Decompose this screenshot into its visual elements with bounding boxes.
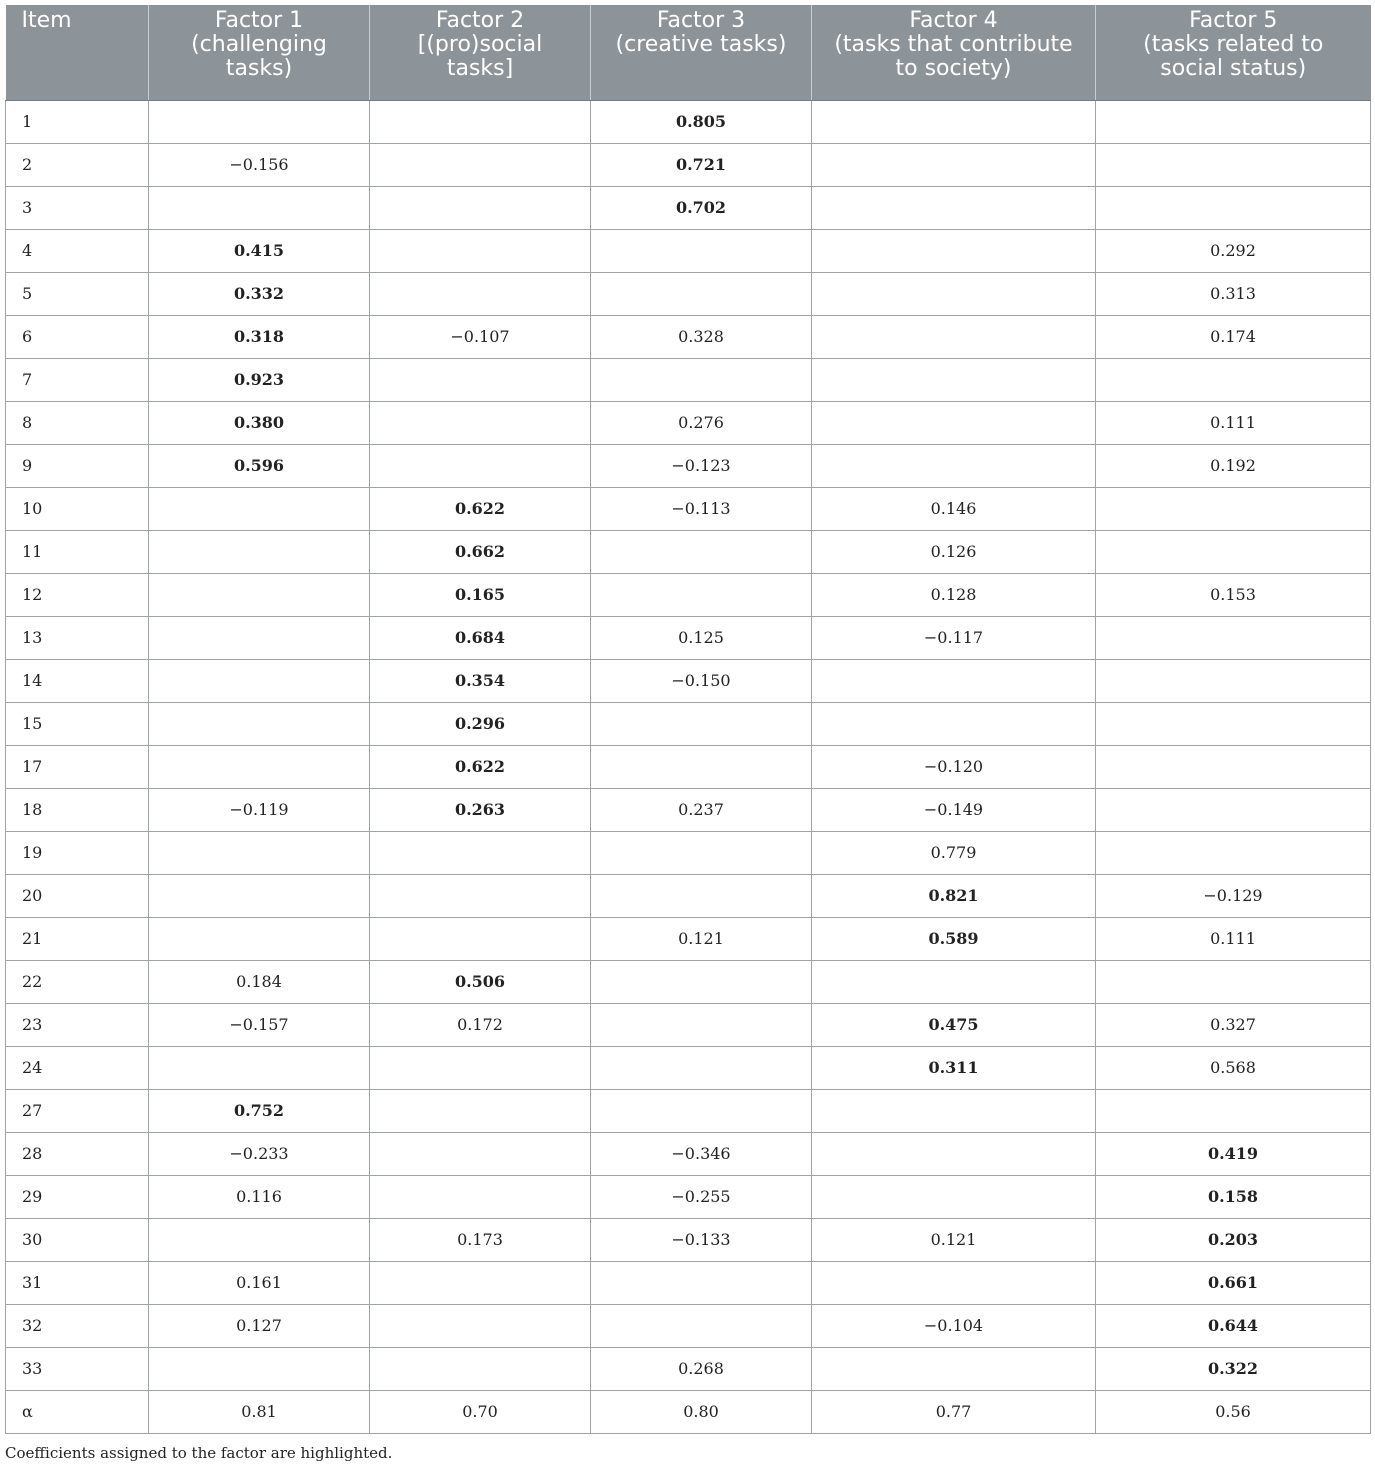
factor-3-cell: 0.268 — [591, 1347, 812, 1390]
factor-5-cell — [1096, 1089, 1371, 1132]
factor-5-cell: 0.661 — [1096, 1261, 1371, 1304]
factor-1-cell: 0.116 — [149, 1175, 370, 1218]
table-row — [6, 315, 1371, 358]
item-cell: 31 — [6, 1261, 149, 1304]
factor-2-cell: 0.172 — [370, 1003, 591, 1046]
header-line: Factor 3 — [656, 8, 746, 33]
factor-2-cell: 0.165 — [370, 573, 591, 616]
factor-2-cell: 0.662 — [370, 530, 591, 573]
factor-3-cell: 0.702 — [591, 186, 812, 229]
factor-3-cell — [591, 1089, 812, 1132]
table-row — [6, 401, 1371, 444]
factor-3-cell: 0.121 — [591, 917, 812, 960]
factor-2-cell — [370, 358, 591, 401]
factor-2-cell — [370, 831, 591, 874]
table-container — [5, 5, 1370, 1462]
factor-3-cell: 0.237 — [591, 788, 812, 831]
factor-4-cell — [812, 272, 1096, 315]
factor-1-cell: −0.233 — [149, 1132, 370, 1175]
header-factor-4 — [812, 5, 1096, 100]
factor-5-cell — [1096, 745, 1371, 788]
factor-5-cell: 0.153 — [1096, 573, 1371, 616]
factor-1-cell: 0.127 — [149, 1304, 370, 1347]
factor-3-cell: −0.113 — [591, 487, 812, 530]
factor-3-cell: −0.346 — [591, 1132, 812, 1175]
header-line: Factor 4 — [909, 8, 998, 33]
factor-3-cell: 0.721 — [591, 143, 812, 186]
factor-3-cell — [591, 229, 812, 272]
factor-4-cell — [812, 444, 1096, 487]
factor-3-cell: 0.805 — [591, 100, 812, 143]
factor-4-cell — [812, 100, 1096, 143]
header-line: tasks] — [446, 56, 514, 81]
table-row — [6, 272, 1371, 315]
factor-3-cell — [591, 1304, 812, 1347]
item-cell: 13 — [6, 616, 149, 659]
factor-2-cell — [370, 1046, 591, 1089]
factor-2-cell — [370, 229, 591, 272]
factor-5-cell — [1096, 960, 1371, 1003]
table-footnote: Coefficients assigned to the factor are highlighted. — [5, 1443, 393, 1462]
item-cell: 20 — [6, 874, 149, 917]
factor-1-cell: 0.415 — [149, 229, 370, 272]
header-line: tasks) — [225, 56, 293, 81]
factor-4-cell — [812, 229, 1096, 272]
item-cell: 9 — [6, 444, 149, 487]
factor-5-cell: 0.419 — [1096, 1132, 1371, 1175]
factor-5-cell: 0.327 — [1096, 1003, 1371, 1046]
factor-2-cell — [370, 1347, 591, 1390]
item-cell: 8 — [6, 401, 149, 444]
factor-1-cell — [149, 1347, 370, 1390]
factor-4-cell: 0.821 — [812, 874, 1096, 917]
factor-2-cell — [370, 917, 591, 960]
factor-1-cell: 0.184 — [149, 960, 370, 1003]
factor-2-cell: 0.263 — [370, 788, 591, 831]
factor-1-cell: 0.752 — [149, 1089, 370, 1132]
factor-5-cell — [1096, 616, 1371, 659]
factor-loadings-table — [5, 5, 1371, 1434]
table-row — [6, 573, 1371, 616]
table-row — [6, 100, 1371, 143]
item-cell: 19 — [6, 831, 149, 874]
factor-5-cell — [1096, 186, 1371, 229]
header-line: (creative tasks) — [615, 32, 787, 57]
factor-5-cell — [1096, 788, 1371, 831]
factor-3-cell — [591, 573, 812, 616]
header-line: Factor 2 — [435, 8, 525, 33]
header-factor-2 — [370, 5, 591, 100]
factor-2-cell: 0.506 — [370, 960, 591, 1003]
table-row — [6, 745, 1371, 788]
item-cell: 3 — [6, 186, 149, 229]
item-cell: 24 — [6, 1046, 149, 1089]
factor-2-cell: 0.173 — [370, 1218, 591, 1261]
factor-1-cell — [149, 1046, 370, 1089]
table-row — [6, 530, 1371, 573]
factor-2-cell — [370, 1132, 591, 1175]
item-cell: 29 — [6, 1175, 149, 1218]
factor-2-cell — [370, 272, 591, 315]
item-cell: 15 — [6, 702, 149, 745]
header-line: to society) — [895, 56, 1012, 81]
item-cell: 27 — [6, 1089, 149, 1132]
factor-1-cell — [149, 100, 370, 143]
factor-4-cell: 0.146 — [812, 487, 1096, 530]
factor-2-cell: 0.296 — [370, 702, 591, 745]
factor-2-cell: −0.107 — [370, 315, 591, 358]
header-line: (tasks that contribute — [834, 32, 1073, 57]
factor-3-cell: 0.125 — [591, 616, 812, 659]
item-cell: 14 — [6, 659, 149, 702]
factor-5-cell: 0.158 — [1096, 1175, 1371, 1218]
table-row — [6, 1390, 1371, 1433]
factor-4-cell: −0.117 — [812, 616, 1096, 659]
table-body — [6, 100, 1371, 1433]
factor-1-cell: 0.318 — [149, 315, 370, 358]
item-cell: 12 — [6, 573, 149, 616]
factor-2-cell — [370, 143, 591, 186]
factor-5-cell — [1096, 659, 1371, 702]
item-cell: 17 — [6, 745, 149, 788]
factor-3-cell: −0.255 — [591, 1175, 812, 1218]
factor-3-cell: −0.150 — [591, 659, 812, 702]
table-row — [6, 1132, 1371, 1175]
factor-1-cell — [149, 702, 370, 745]
factor-3-cell — [591, 960, 812, 1003]
factor-5-cell: 0.111 — [1096, 917, 1371, 960]
factor-1-cell — [149, 530, 370, 573]
item-cell: 33 — [6, 1347, 149, 1390]
item-cell: 32 — [6, 1304, 149, 1347]
table-row — [6, 702, 1371, 745]
header-factor-3 — [591, 5, 812, 100]
factor-1-cell — [149, 659, 370, 702]
factor-4-cell: 0.126 — [812, 530, 1096, 573]
factor-5-cell — [1096, 530, 1371, 573]
factor-4-cell — [812, 960, 1096, 1003]
factor-4-cell — [812, 143, 1096, 186]
factor-1-cell — [149, 745, 370, 788]
table-row — [6, 960, 1371, 1003]
factor-2-cell — [370, 874, 591, 917]
factor-3-cell — [591, 530, 812, 573]
header-line: [(pro)social — [417, 32, 543, 57]
factor-2-cell — [370, 100, 591, 143]
item-cell: 22 — [6, 960, 149, 1003]
factor-2-cell — [370, 1261, 591, 1304]
header-item — [6, 5, 149, 100]
factor-3-cell — [591, 1261, 812, 1304]
header-row — [6, 5, 1371, 100]
item-cell: α — [6, 1390, 149, 1433]
factor-5-cell — [1096, 358, 1371, 401]
item-cell: 11 — [6, 530, 149, 573]
factor-3-cell: 0.276 — [591, 401, 812, 444]
factor-1-cell — [149, 573, 370, 616]
factor-5-cell: 0.174 — [1096, 315, 1371, 358]
factor-1-cell — [149, 874, 370, 917]
table-row — [6, 1046, 1371, 1089]
factor-1-cell: 0.161 — [149, 1261, 370, 1304]
table-row — [6, 616, 1371, 659]
factor-1-cell — [149, 917, 370, 960]
factor-5-cell: 0.313 — [1096, 272, 1371, 315]
header-factor-5 — [1096, 5, 1371, 100]
factor-1-cell: 0.81 — [149, 1390, 370, 1433]
factor-3-cell — [591, 272, 812, 315]
factor-5-cell: 0.568 — [1096, 1046, 1371, 1089]
factor-3-cell: −0.133 — [591, 1218, 812, 1261]
factor-2-cell — [370, 1175, 591, 1218]
factor-1-cell: 0.380 — [149, 401, 370, 444]
factor-5-cell: 0.322 — [1096, 1347, 1371, 1390]
item-cell: 30 — [6, 1218, 149, 1261]
factor-4-cell — [812, 702, 1096, 745]
factor-4-cell: −0.149 — [812, 788, 1096, 831]
factor-5-cell: 0.56 — [1096, 1390, 1371, 1433]
factor-4-cell: 0.77 — [812, 1390, 1096, 1433]
item-cell: 18 — [6, 788, 149, 831]
item-cell: 5 — [6, 272, 149, 315]
factor-2-cell — [370, 1089, 591, 1132]
factor-3-cell — [591, 1003, 812, 1046]
table-row — [6, 831, 1371, 874]
factor-5-cell — [1096, 487, 1371, 530]
factor-4-cell: 0.779 — [812, 831, 1096, 874]
item-cell: 6 — [6, 315, 149, 358]
factor-2-cell — [370, 186, 591, 229]
table-row — [6, 788, 1371, 831]
factor-2-cell: 0.684 — [370, 616, 591, 659]
factor-4-cell: 0.475 — [812, 1003, 1096, 1046]
table-row — [6, 487, 1371, 530]
factor-4-cell: −0.120 — [812, 745, 1096, 788]
item-cell: 10 — [6, 487, 149, 530]
factor-4-cell — [812, 1347, 1096, 1390]
factor-2-cell: 0.622 — [370, 745, 591, 788]
factor-5-cell — [1096, 831, 1371, 874]
table-row — [6, 186, 1371, 229]
item-cell: 4 — [6, 229, 149, 272]
factor-2-cell: 0.70 — [370, 1390, 591, 1433]
item-cell: 7 — [6, 358, 149, 401]
factor-1-cell: −0.156 — [149, 143, 370, 186]
factor-1-cell — [149, 487, 370, 530]
table-row — [6, 1347, 1371, 1390]
factor-4-cell: −0.104 — [812, 1304, 1096, 1347]
item-cell: 21 — [6, 917, 149, 960]
factor-5-cell: 0.192 — [1096, 444, 1371, 487]
factor-2-cell — [370, 444, 591, 487]
factor-1-cell: −0.119 — [149, 788, 370, 831]
factor-1-cell — [149, 831, 370, 874]
table-row — [6, 659, 1371, 702]
table-row — [6, 874, 1371, 917]
factor-4-cell — [812, 1089, 1096, 1132]
table-row — [6, 1003, 1371, 1046]
factor-4-cell: 0.311 — [812, 1046, 1096, 1089]
factor-4-cell — [812, 1175, 1096, 1218]
factor-3-cell: −0.123 — [591, 444, 812, 487]
factor-5-cell — [1096, 100, 1371, 143]
factor-4-cell — [812, 315, 1096, 358]
item-cell: 28 — [6, 1132, 149, 1175]
table-row — [6, 1218, 1371, 1261]
table-row — [6, 444, 1371, 487]
factor-3-cell — [591, 874, 812, 917]
table-row — [6, 1089, 1371, 1132]
factor-5-cell: −0.129 — [1096, 874, 1371, 917]
factor-1-cell — [149, 1218, 370, 1261]
factor-1-cell — [149, 616, 370, 659]
factor-4-cell — [812, 1261, 1096, 1304]
header-line: (challenging — [191, 32, 327, 57]
factor-1-cell: 0.596 — [149, 444, 370, 487]
factor-2-cell: 0.622 — [370, 487, 591, 530]
table-row — [6, 917, 1371, 960]
table-row — [6, 143, 1371, 186]
table-row — [6, 1304, 1371, 1347]
factor-1-cell — [149, 186, 370, 229]
factor-4-cell — [812, 1132, 1096, 1175]
factor-3-cell — [591, 1046, 812, 1089]
factor-4-cell — [812, 358, 1096, 401]
table-row — [6, 1261, 1371, 1304]
factor-3-cell — [591, 831, 812, 874]
header-line: (tasks related to — [1143, 32, 1324, 57]
item-cell: 23 — [6, 1003, 149, 1046]
header-line: Factor 1 — [214, 8, 304, 33]
factor-5-cell — [1096, 702, 1371, 745]
table-row — [6, 229, 1371, 272]
factor-2-cell: 0.354 — [370, 659, 591, 702]
factor-4-cell: 0.128 — [812, 573, 1096, 616]
factor-1-cell: −0.157 — [149, 1003, 370, 1046]
factor-3-cell — [591, 745, 812, 788]
factor-3-cell — [591, 358, 812, 401]
factor-3-cell — [591, 702, 812, 745]
factor-3-cell: 0.80 — [591, 1390, 812, 1433]
table-row — [6, 1175, 1371, 1218]
header-line: social status) — [1160, 56, 1307, 81]
header-line: Item — [21, 8, 72, 33]
factor-5-cell: 0.292 — [1096, 229, 1371, 272]
factor-4-cell — [812, 401, 1096, 444]
item-cell: 1 — [6, 100, 149, 143]
factor-1-cell: 0.332 — [149, 272, 370, 315]
factor-4-cell — [812, 186, 1096, 229]
factor-2-cell — [370, 401, 591, 444]
factor-4-cell: 0.589 — [812, 917, 1096, 960]
factor-5-cell: 0.644 — [1096, 1304, 1371, 1347]
factor-2-cell — [370, 1304, 591, 1347]
factor-5-cell: 0.203 — [1096, 1218, 1371, 1261]
header-factor-1 — [149, 5, 370, 100]
factor-1-cell: 0.923 — [149, 358, 370, 401]
factor-5-cell: 0.111 — [1096, 401, 1371, 444]
factor-4-cell — [812, 659, 1096, 702]
factor-4-cell: 0.121 — [812, 1218, 1096, 1261]
factor-3-cell: 0.328 — [591, 315, 812, 358]
table-row — [6, 358, 1371, 401]
factor-5-cell — [1096, 143, 1371, 186]
header-line: Factor 5 — [1189, 8, 1278, 33]
item-cell: 2 — [6, 143, 149, 186]
